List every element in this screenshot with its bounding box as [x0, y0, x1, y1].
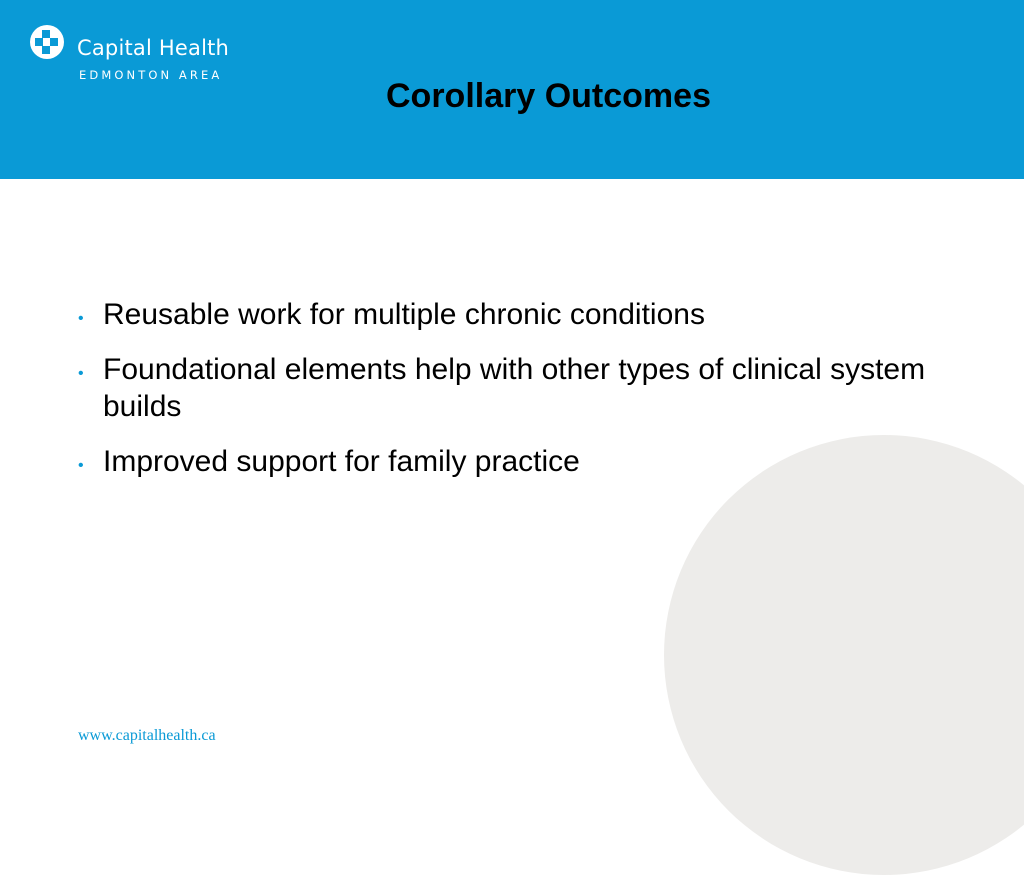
header-band — [0, 0, 1024, 179]
slide-title: Corollary Outcomes — [386, 77, 711, 115]
capital-health-logo-icon — [29, 24, 65, 60]
bullet-dot-icon: • — [78, 457, 84, 474]
bullet-list — [78, 296, 958, 498]
bullet-item — [78, 296, 958, 333]
bullet-dot-icon: • — [78, 365, 84, 382]
capital-health-logo — [29, 24, 244, 84]
footer-url-link[interactable]: www.capitalhealth.ca — [78, 727, 216, 744]
bullet-item — [78, 351, 958, 425]
bullet-text: Reusable work for multiple chronic conditions — [103, 298, 705, 331]
bullet-text: Improved support for family practice — [103, 445, 580, 478]
logo-subtitle: EDMONTON AREA — [79, 68, 223, 82]
bullet-item — [78, 443, 958, 480]
logo-name: Capital Health — [77, 36, 230, 60]
bullet-dot-icon: • — [78, 310, 84, 327]
bullet-text: Foundational elements help with other types of clinical system builds — [103, 353, 926, 423]
decorative-circle — [664, 435, 1024, 875]
